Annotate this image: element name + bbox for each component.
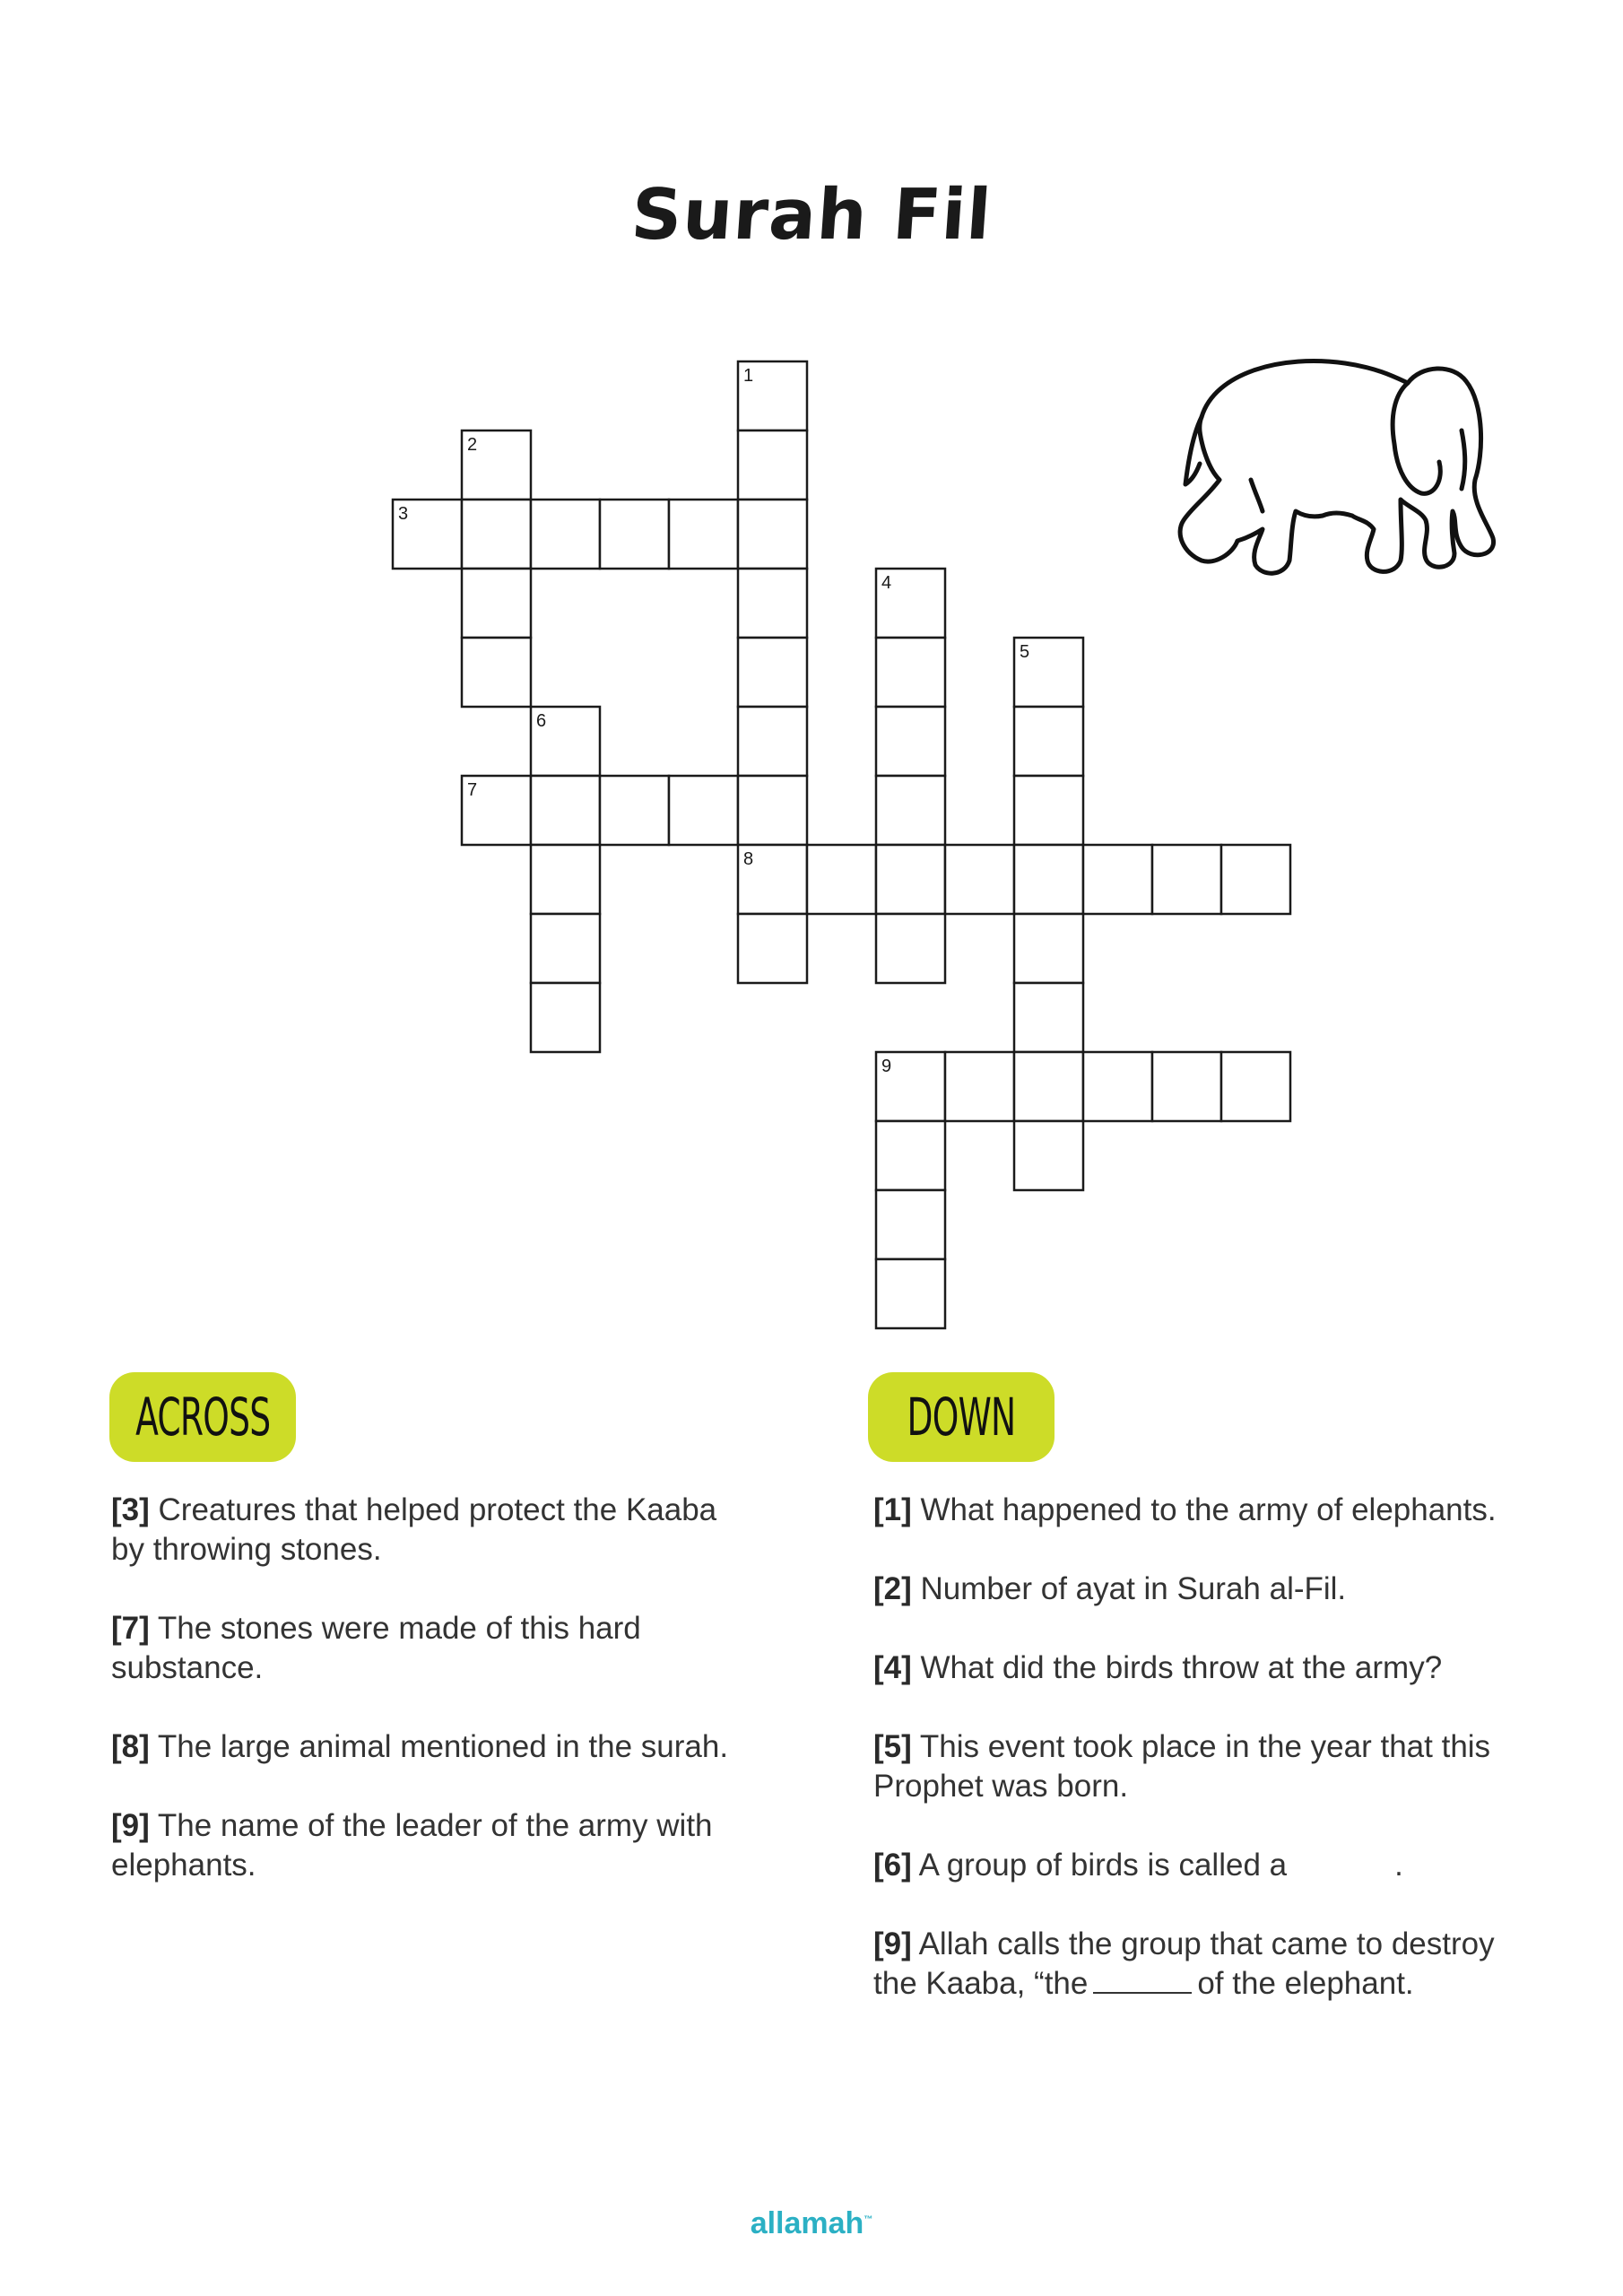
answer-blank (1093, 1965, 1192, 1994)
crossword-cell[interactable] (600, 500, 669, 569)
crossword-cell[interactable] (1014, 845, 1083, 914)
clue-number: 7 (467, 780, 478, 800)
crossword-cell[interactable] (669, 500, 738, 569)
down-clue: [4] What did the birds throw at the army? (873, 1650, 1443, 1685)
crossword-cell[interactable] (876, 1259, 945, 1328)
crossword-cell[interactable] (876, 776, 945, 845)
across-heading: ACROSS (109, 1372, 296, 1462)
crossword-cell[interactable] (876, 845, 945, 914)
clue-number: 4 (881, 573, 892, 593)
down-clue: [1] What happened to the army of elephants. (873, 1492, 1497, 1527)
down-clue: [2] Number of ayat in Surah al-Fil. (873, 1571, 1347, 1606)
crossword-cell[interactable] (876, 707, 945, 776)
down-clues (873, 1491, 1519, 2043)
clue-number: 1 (743, 366, 754, 386)
clue-number: 2 (467, 435, 478, 455)
crossword-cell[interactable] (462, 500, 531, 569)
clue-number: 5 (1020, 642, 1030, 662)
crossword-cell[interactable] (945, 1052, 1014, 1121)
crossword-cell[interactable] (1221, 1052, 1290, 1121)
elephant-illustration (1166, 345, 1506, 596)
crossword-cell[interactable] (1014, 1052, 1083, 1121)
crossword-cell[interactable] (738, 707, 807, 776)
crossword-cell[interactable] (876, 1121, 945, 1190)
crossword-cell[interactable] (531, 776, 600, 845)
crossword-cell[interactable] (1014, 983, 1083, 1052)
crossword-cell[interactable] (738, 776, 807, 845)
crossword-cell[interactable] (600, 776, 669, 845)
across-clue: [7] The stones were made of this hard substance. (111, 1611, 641, 1685)
crossword-cell[interactable] (462, 638, 531, 707)
page-title: Surah Fil (629, 175, 994, 256)
crossword-cell[interactable] (1083, 845, 1152, 914)
crossword-cell[interactable] (738, 638, 807, 707)
crossword-cell[interactable] (738, 430, 807, 500)
crossword-cell[interactable] (876, 638, 945, 707)
crossword-cell[interactable] (1152, 845, 1221, 914)
crossword-cell[interactable] (738, 500, 807, 569)
brand-logo: allamah™ (750, 2206, 873, 2240)
down-clue: [6] A group of birds is called a . (873, 1848, 1403, 1883)
crossword-cell[interactable] (1083, 1052, 1152, 1121)
crossword-cell[interactable] (1014, 707, 1083, 776)
across-clues (111, 1491, 730, 1925)
crossword-cell[interactable] (738, 914, 807, 983)
clue-number: 9 (881, 1057, 892, 1076)
crossword-cell[interactable] (669, 776, 738, 845)
across-clue: [9] The name of the leader of the army with elephants. (111, 1808, 713, 1883)
crossword-cell[interactable] (876, 1190, 945, 1259)
down-clue: [9] Allah calls the group that came to destroy the Kaaba, “the of the elephant. (873, 1926, 1495, 2001)
crossword-cell[interactable] (1014, 914, 1083, 983)
across-clue: [3] Creatures that helped protect the Kaaba by throwing stones. (111, 1492, 717, 1567)
crossword-cell[interactable] (945, 845, 1014, 914)
down-heading: DOWN (868, 1372, 1055, 1462)
crossword-cell[interactable] (1152, 1052, 1221, 1121)
crossword-cell[interactable] (876, 914, 945, 983)
crossword-cell[interactable] (1014, 776, 1083, 845)
clue-number: 3 (398, 504, 409, 524)
clue-number: 8 (743, 849, 754, 869)
crossword-cell[interactable] (738, 569, 807, 638)
crossword-cell[interactable] (531, 914, 600, 983)
crossword-cell[interactable] (1221, 845, 1290, 914)
crossword-cell[interactable] (462, 569, 531, 638)
across-clue: [8] The large animal mentioned in the surah. (111, 1729, 729, 1764)
crossword-cell[interactable] (531, 500, 600, 569)
crossword-cell[interactable] (531, 845, 600, 914)
crossword-cell[interactable] (807, 845, 876, 914)
crossword-cell[interactable] (1014, 1121, 1083, 1190)
crossword-cell[interactable] (531, 983, 600, 1052)
clue-number: 6 (536, 711, 547, 731)
down-clue: [5] This event took place in the year that this Prophet was born. (873, 1729, 1491, 1804)
